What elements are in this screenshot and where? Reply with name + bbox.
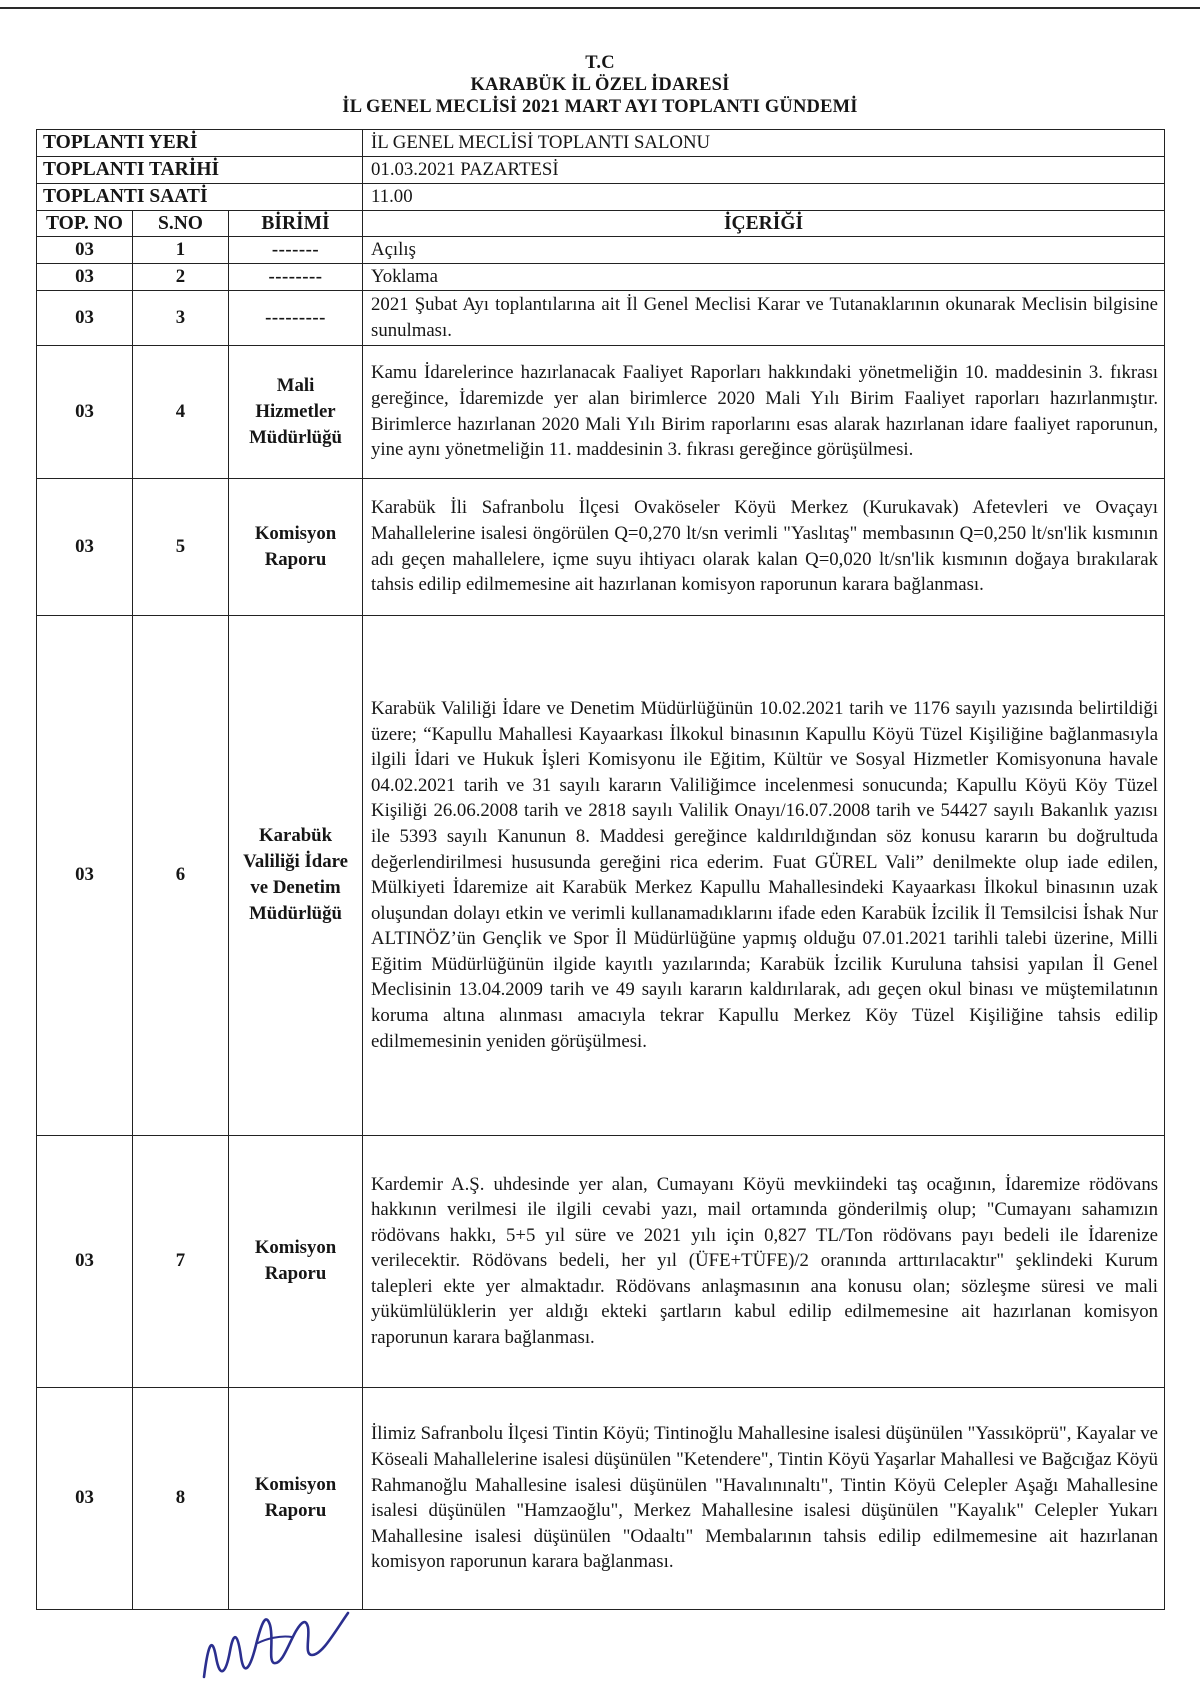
document-header xyxy=(0,52,1200,118)
row-top-no: 03 xyxy=(37,1387,133,1609)
row-top-no: 03 xyxy=(37,478,133,615)
row-s-no: 3 xyxy=(133,290,229,345)
row-content: İlimiz Safranbolu İlçesi Tintin Köyü; Tintinoğlu Mahallesine isalesi düşünülen "Yassıköprü", Kayalar ve Köseali Mahallelerine isalesi düşünülen "Ketendere", Tintin Köyü Yaşarlar Mahallesi ve Bağcığaz Köyü Rahmanoğlu Mahallesine isalesi düşünülen "Havalınınaltı", Tintin Köyü Celepler Aşağı Mahallesine isalesi düşünülen "Hamzaoğlu", Merkez Mahallesine isalesi düşünülen "Kayalık" Celepler Yukarı Mahallesine isalesi düşünülen "Odaaltı" Membalarının tahsis edilip edilmemesine ait hazırlanan komisyon raporunun karara bağlanması. xyxy=(363,1387,1165,1609)
col-header-content: İÇERİĞİ xyxy=(363,211,1165,237)
row-unit: --------- xyxy=(229,290,363,345)
table-row xyxy=(37,1135,1165,1387)
table-row xyxy=(37,290,1165,345)
column-header-row xyxy=(37,211,1165,237)
table-row xyxy=(37,237,1165,264)
table-row xyxy=(37,615,1165,1135)
table-row xyxy=(37,478,1165,615)
row-content: Kamu İdarelerince hazırlanacak Faaliyet Raporları hakkındaki yönetmeliğin 10. maddesinin 3. fıkrası gereğince, İdaremizde yer alan birimlerce 2020 Mali Yılı Birim Faaliyet raporları hazırlanmıştır. Birimlerce hazırlanan 2020 Mali Yılı Birim raporlarını esas alarak hazırlanan idare faaliyet raporunun, yine aynı yönetmeliğin 11. maddesinin 3. fıkrası gereğince görüşülmesi. xyxy=(363,345,1165,478)
row-content: Karabük İli Safranbolu İlçesi Ovaköseler Köyü Merkez (Kurukavak) Afetevleri ve Ovaçayı Mahallelerine isalesi öngörülen Q=0,270 lt/sn verimli "Yaslıtaş" membasının Q=0,250 lt/sn'lik kısmının adı geçen mahallelere, içme suyu ihtiyacı olarak kalan Q=0,020 lt/sn'lik kısmının doğaya bırakılarak tahsis edilip edilmemesine ait hazırlanan komisyon raporunun karara bağlanması. xyxy=(363,478,1165,615)
header-line-institution: KARABÜK İL ÖZEL İDARESİ xyxy=(470,75,730,95)
row-unit: Karabük Valiliği İdare ve Denetim Müdürlüğü xyxy=(229,615,363,1135)
table-row xyxy=(37,345,1165,478)
agenda-table xyxy=(36,129,1165,1610)
row-unit: Komisyon Raporu xyxy=(229,478,363,615)
row-content: Kardemir A.Ş. uhdesinde yer alan, Cumayanı Köyü mevkiindeki taş ocağının, İdaremize rödövans hakkının verilmesi ile ilgili cevabi yazı, mail ortamında gönderilmiş olup; "Cumayanı sahamızın rödövans hakkı, 5+5 yıl süre ve 2021 yılı için 0,827 TL/Ton rödövans payı bedeli ile İdarenize verilecektir. Rödövans bedeli, her yıl (ÜFE+TÜFE)/2 oranında arttırılacaktır" şeklindeki Kurum talepleri ekte yer almaktadır. Rödövans anlaşmasının ana konusu olan; sözleşme süresi ve mali yükümlülüklerin yer aldığı ekteki şartların kabul edilip edilmemesine ait hazırlanan komisyon raporunun karara bağlanması. xyxy=(363,1135,1165,1387)
col-header-unit: BİRİMİ xyxy=(229,211,363,237)
handwritten-signature xyxy=(196,1585,356,1690)
table-row xyxy=(37,263,1165,290)
row-s-no: 1 xyxy=(133,237,229,264)
row-unit: Mali Hizmetler Müdürlüğü xyxy=(229,345,363,478)
date-value: 01.03.2021 PAZARTESİ xyxy=(363,157,1165,184)
row-s-no: 8 xyxy=(133,1387,229,1609)
row-content: Yoklama xyxy=(363,263,1165,290)
info-row-place xyxy=(37,130,1165,157)
header-line-tc: T.C xyxy=(585,53,615,73)
row-content: 2021 Şubat Ayı toplantılarına ait İl Genel Meclisi Karar ve Tutanaklarının okunarak Meclisin bilgisine sunulması. xyxy=(363,290,1165,345)
row-top-no: 03 xyxy=(37,237,133,264)
row-top-no: 03 xyxy=(37,263,133,290)
row-s-no: 7 xyxy=(133,1135,229,1387)
row-content: Karabük Valiliği İdare ve Denetim Müdürlüğünün 10.02.2021 tarih ve 1176 sayılı yazısında belirtildiği üzere; “Kapullu Mahallesi Kayaarkası İlkokul binasının Kapullu Köyü Tüzel Kişiliğine bağlanmasıyla ilgili İdari ve Hukuk İşleri Komisyonu ile Eğitim, Kültür ve Sosyal Hizmetler Komisyonuna havale 04.02.2021 tarih ve 31 sayılı kararın Valiliğimce incelenmesi sonucunda; Kapullu Köyü Köy Tüzel Kişiliği 26.06.2008 tarih ve 2818 sayılı Valilik Onayı/16.07.2008 tarih ve 54427 sayılı Bakanlık yazısı ile 5393 sayılı Kanunun 8. Maddesi gereğince kaldırıldığından söz konusu kararın bu doğrultuda değerlendirilmesi hususunda gereğini rica ederim. Fuat GÜREL Vali” denilmekte olup iade edilen, Mülkiyeti İdaremize ait Karabük Merkez Kapullu Mahallesindeki Kayaarkası İlkokul binasının uzak oluşundan dolayı etkin ve verimli kullanamadıklarını ifade eden Karabük İzcilik İl Temsilcisi İshak Nur ALTINÖZ’ün Gençlik ve Spor İl Müdürlüğüne yapmış olduğu 07.01.2021 tarihli talebi üzerine, Milli Eğitim Müdürlüğünün ilgide kayıtlı yazılarında; Karabük İzcilik Kuruluna tahsisi yapılan İl Genel Meclisinin 13.04.2009 tarih ve 49 sayılı kararın kaldırılarak, adı geçen okul binası ve müştemilatının koruma altına alınması amacıyla tekrar Kapullu Merkez Köy Tüzel Kişiliğine tahsis edilip edilmemesinin yeniden görüşülmesi. xyxy=(363,615,1165,1135)
row-top-no: 03 xyxy=(37,1135,133,1387)
info-row-date xyxy=(37,157,1165,184)
top-border-line xyxy=(0,7,1200,9)
row-unit: -------- xyxy=(229,263,363,290)
time-value: 11.00 xyxy=(363,184,1165,211)
info-row-time xyxy=(37,184,1165,211)
row-top-no: 03 xyxy=(37,290,133,345)
row-s-no: 6 xyxy=(133,615,229,1135)
date-label: TOPLANTI TARİHİ xyxy=(37,157,363,184)
row-s-no: 5 xyxy=(133,478,229,615)
col-header-s-no: S.NO xyxy=(133,211,229,237)
table-row xyxy=(37,1387,1165,1609)
row-unit: ------- xyxy=(229,237,363,264)
col-header-top-no: TOP. NO xyxy=(37,211,133,237)
row-top-no: 03 xyxy=(37,345,133,478)
row-s-no: 2 xyxy=(133,263,229,290)
row-unit: Komisyon Raporu xyxy=(229,1387,363,1609)
row-content: Açılış xyxy=(363,237,1165,264)
time-label: TOPLANTI SAATİ xyxy=(37,184,363,211)
row-top-no: 03 xyxy=(37,615,133,1135)
row-s-no: 4 xyxy=(133,345,229,478)
place-label: TOPLANTI YERİ xyxy=(37,130,363,157)
header-line-agenda-title: İL GENEL MECLİSİ 2021 MART AYI TOPLANTI GÜNDEMİ xyxy=(342,97,858,117)
place-value: İL GENEL MECLİSİ TOPLANTI SALONU xyxy=(363,130,1165,157)
row-unit: Komisyon Raporu xyxy=(229,1135,363,1387)
